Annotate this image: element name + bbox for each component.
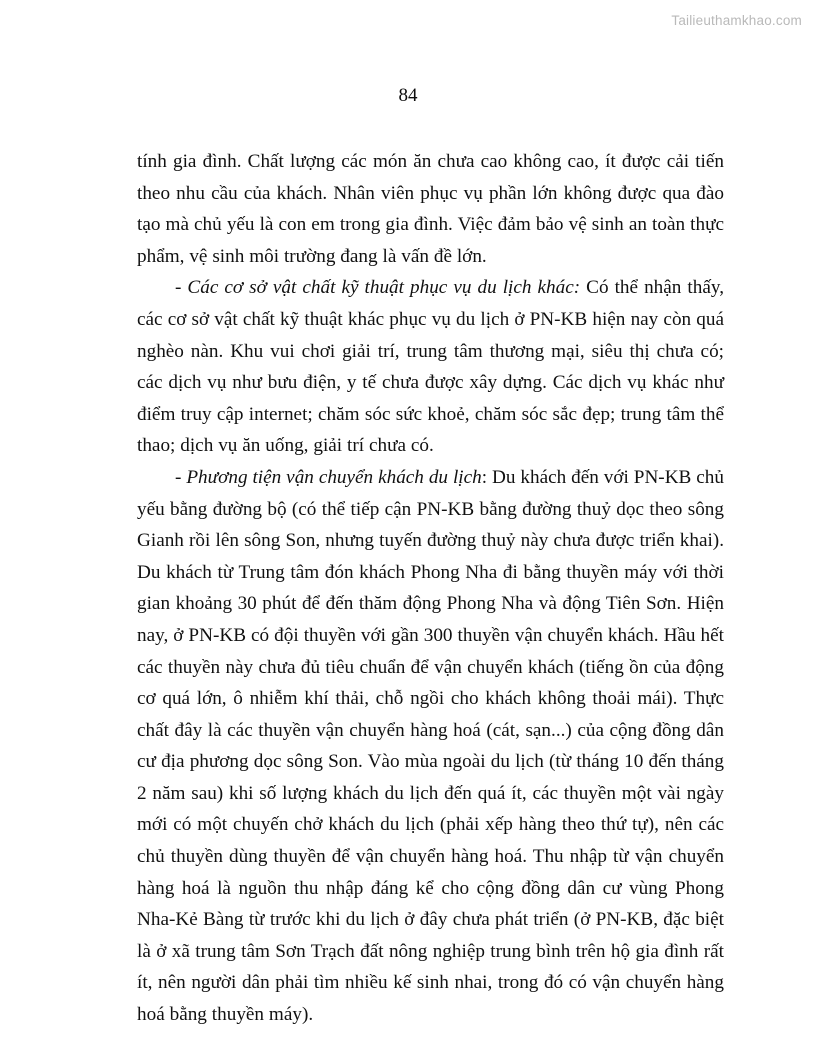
paragraph-text: tính gia đình. Chất lượng các món ăn chưa cao không cao, ít được cải tiến theo nhu cầu của khách. Nhân viên phục vụ phần lớn không được qua đào tạo mà chủ yếu là con em trong gia đình. Việc đảm bảo vệ sinh an toàn thực phẩm, vệ sinh môi trường đang là vấn đề lớn. [137,151,724,267]
document-body [137,146,724,1031]
watermark: Tailieuthamkhao.com [671,13,802,28]
paragraph [137,272,724,462]
paragraph [137,146,724,272]
paragraph-lead-italic: - Phương tiện vận chuyển khách du lịch [175,466,482,488]
page-number: 84 [398,85,418,106]
paragraph [137,462,724,1031]
paragraph-text: Có thể nhận thấy, các cơ sở vật chất kỹ thuật khác phục vụ du lịch ở PN-KB hiện nay còn quá nghèo nàn. Khu vui chơi giải trí, trung tâm thương mại, siêu thị chưa có; các dịch vụ như bưu điện, y tế chưa được xây dựng. Các dịch vụ khác như điểm truy cập internet; chăm sóc sức khoẻ, chăm sóc sắc đẹp; trung tâm thể thao; dịch vụ ăn uống, giải trí chưa có. [137,277,725,457]
paragraph-lead-italic: - Các cơ sở vật chất kỹ thuật phục vụ du lịch khác: [175,277,581,299]
paragraph-text: : Du khách đến với PN-KB chủ yếu bằng đường bộ (có thể tiếp cận PN-KB bằng đường thuỷ dọc theo sông Gianh rồi lên sông Son, nhưng tuyến đường thuỷ này chưa được triển khai). Du khách từ Trung tâm đón khách Phong Nha đi bằng thuyền máy với thời gian khoảng 30 phút để đến thăm động Phong Nha và động Tiên Sơn. Hiện nay, ở PN-KB có đội thuyền với gần 300 thuyền vận chuyển khách. Hầu hết các thuyền này chưa đủ tiêu chuẩn để vận chuyển khách (tiếng ồn của động cơ quá lớn, ô nhiễm khí thải, chỗ ngồi cho khách không thoải mái). Thực chất đây là các thuyền vận chuyển hàng hoá (cát, sạn...) của cộng đồng dân cư địa phương dọc sông Son. Vào mùa ngoài du lịch (từ tháng 10 đến tháng 2 năm sau) khi số lượng khách du lịch đến quá ít, các thuyền một vài ngày mới có một chuyến chở khách du lịch (phải xếp hàng theo thứ tự), nên các chủ thuyền dùng thuyền để vận chuyển hàng hoá. Thu nhập từ vận chuyển hàng hoá là nguồn thu nhập đáng kể cho cộng đồng dân cư vùng Phong Nha-Kẻ Bàng từ trước khi du lịch ở đây chưa phát triển (ở PN-KB, đặc biệt là ở xã trung tâm Sơn Trạch đất nông nghiệp trung bình trên hộ gia đình rất ít, nên người dân phải tìm nhiều kế sinh nhai, trong đó có vận chuyển hàng hoá bằng thuyền máy). [137,466,724,1026]
